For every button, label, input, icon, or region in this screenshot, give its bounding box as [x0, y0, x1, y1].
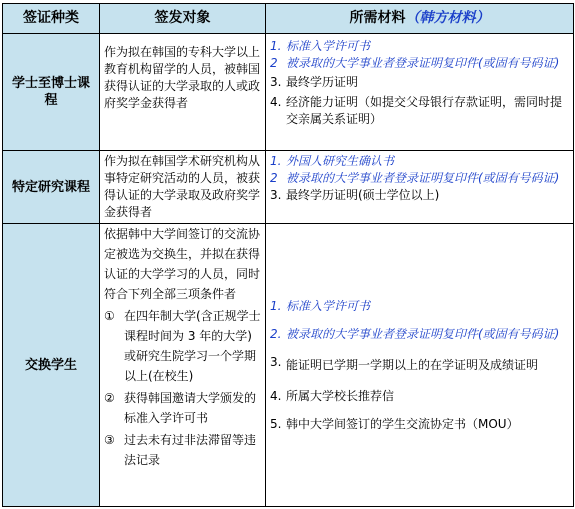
list-item [270, 170, 569, 187]
list-item [270, 153, 569, 170]
visa-type-cell: 特定研究课程 [3, 151, 100, 224]
item-text: 最终学历证明(硕士学位以上) [286, 188, 440, 202]
header-visa-type: 签证种类 [3, 4, 100, 34]
materials-list [270, 38, 569, 128]
item-number: 2 [270, 171, 278, 185]
item-text: 标准入学许可书 [286, 39, 371, 53]
condition-text: 在四年制大学(含正规学士课程时间为 3 年的大学)或研究生院学习一个学期以上(在校生) [124, 309, 261, 383]
item-text: 能证明已学期一学期以上的在学证明及成绩证明 [286, 358, 539, 372]
item-number: 1. [270, 39, 282, 53]
list-item [270, 38, 569, 55]
item-number: 1. [270, 299, 282, 313]
item-number: 1. [270, 154, 282, 168]
condition-number: ① [104, 309, 115, 323]
condition-item [104, 306, 261, 386]
list-item [270, 414, 569, 434]
item-text: 外国人研究生确认书 [286, 154, 395, 168]
header-materials-label: 所需材料 [349, 10, 406, 26]
item-number: 4. [270, 389, 282, 403]
condition-item [104, 430, 261, 470]
materials-cell [266, 224, 574, 507]
item-number: 3. [270, 355, 282, 369]
list-item [270, 55, 569, 72]
table-row [3, 151, 574, 224]
header-issue-target: 签发对象 [100, 4, 266, 34]
visa-requirements-table [2, 3, 574, 507]
issue-target-cell: 作为拟在韩国学术研究机构从事特定研究活动的人员，被获得认证的大学录取及政府奖学金获得者 [100, 151, 266, 224]
list-item [270, 74, 569, 91]
list-item [270, 296, 569, 316]
materials-cell [266, 151, 574, 224]
item-number: 5. [270, 417, 282, 431]
list-item [270, 94, 569, 128]
issue-target-cell [100, 224, 266, 507]
list-item [270, 187, 569, 204]
issue-target-cell: 作为拟在韩国的专科大学以上教育机构留学的人员，被韩国获得认证的大学录取的人或政府奖学金获得者 [100, 34, 266, 151]
item-text: 韩中大学间签订的学生交流协定书（MOU） [286, 417, 519, 431]
item-number: 2. [270, 327, 282, 341]
condition-number: ② [104, 391, 115, 405]
item-text: 被录取的大学事业者登录证明复印件(或固有号码证) [286, 56, 560, 70]
list-item [270, 386, 569, 406]
item-text: 被录取的大学事业者登录证明复印件(或固有号码证) [286, 327, 560, 341]
item-number: 4. [270, 95, 282, 109]
table-row [3, 224, 574, 507]
materials-list [270, 153, 569, 204]
condition-text: 过去未有过非法滞留等违法记录 [124, 433, 257, 467]
list-item [270, 352, 569, 378]
item-text: 被录取的大学事业者登录证明复印件(或固有号码证) [286, 171, 560, 185]
table-row [3, 34, 574, 151]
materials-cell [266, 34, 574, 151]
header-required-materials [266, 4, 574, 34]
item-text: 经济能力证明（如提交父母银行存款证明，需同时提交亲属关系证明） [286, 95, 563, 126]
item-text: 所属大学校长推荐信 [286, 389, 395, 403]
materials-list [270, 296, 569, 434]
item-number: 3. [270, 75, 282, 89]
visa-type-cell: 学士至博士课程 [3, 34, 100, 151]
visa-type-cell: 交换学生 [3, 224, 100, 507]
condition-text: 获得韩国邀请大学颁发的标准入学许可书 [124, 391, 257, 425]
item-number: 3. [270, 188, 282, 202]
header-materials-note: （韩方材料） [405, 10, 490, 26]
list-item [270, 324, 569, 344]
condition-number: ③ [104, 433, 115, 447]
item-text: 标准入学许可书 [286, 299, 371, 313]
table-header-row [3, 4, 574, 34]
item-text: 最终学历证明 [286, 75, 359, 89]
condition-item [104, 388, 261, 428]
item-number: 2 [270, 56, 278, 70]
issue-target-text: 依据韩中大学间签订的交流协定被选为交换生，并拟在获得认证的大学学习的人员，同时符合下列全部三项条件者 [104, 227, 261, 301]
